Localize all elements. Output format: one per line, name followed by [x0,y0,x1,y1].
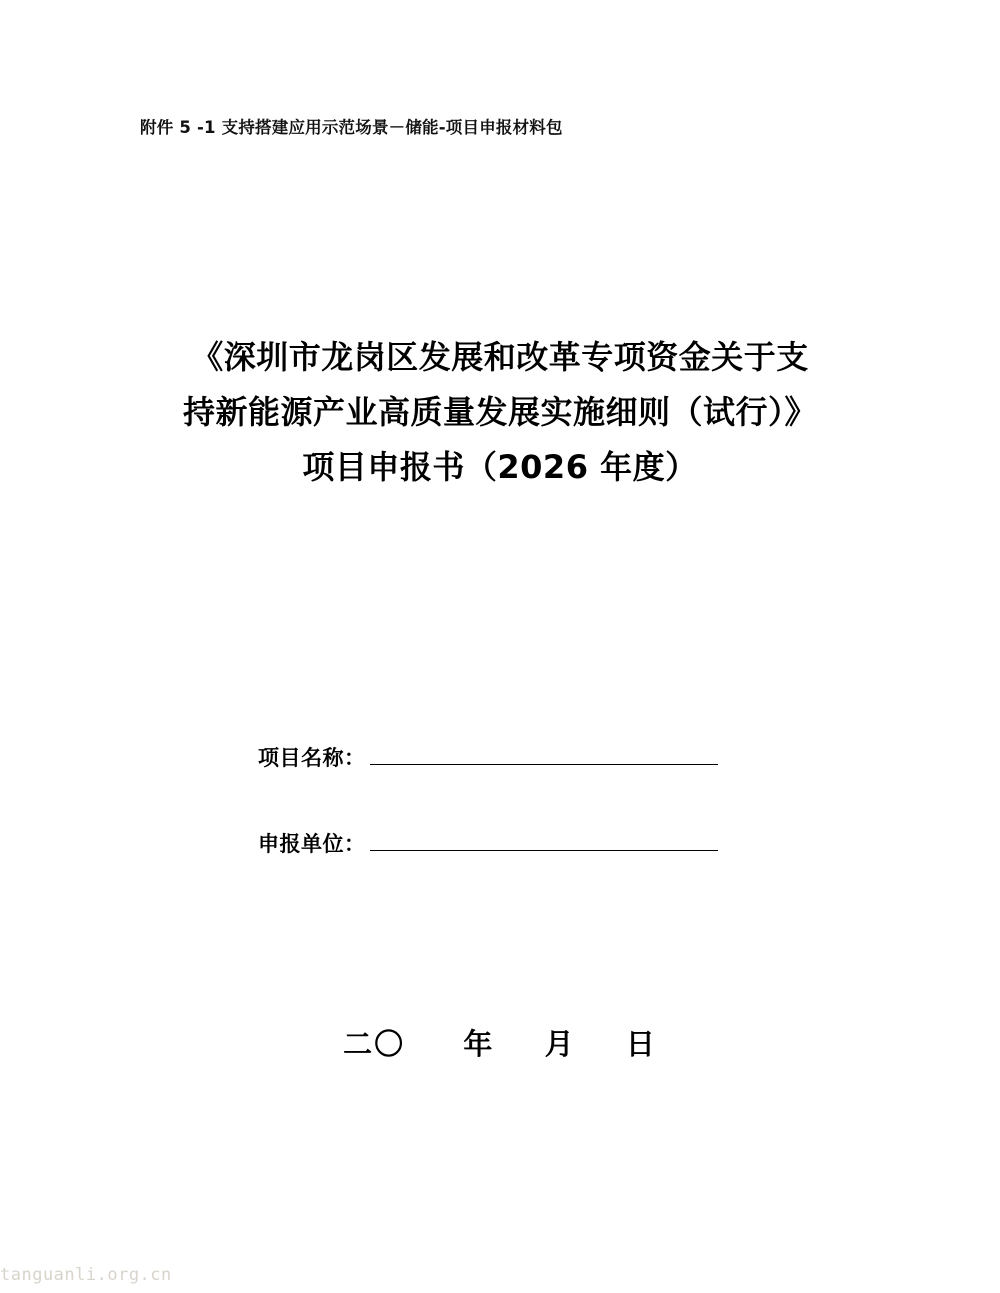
applicant-unit-row [0,828,1000,858]
title-line-2: 持新能源产业高质量发展实施细则（试行）》 [182,393,817,431]
document-title [0,330,1000,495]
date-year-unit: 年 [463,1027,495,1061]
watermark-text: tanguanli.org.cn [0,1265,172,1285]
project-name-input[interactable] [370,742,718,765]
project-name-label: 项目名称： [258,746,366,770]
applicant-unit-label: 申报单位： [258,832,366,856]
date-month-unit: 月 [544,1027,576,1061]
attachment-header-note: 附件 5 -1 支持搭建应用示范场景－储能-项目申报材料包 [140,118,563,137]
project-name-row [0,742,1000,772]
applicant-unit-input[interactable] [370,828,718,851]
date-year-prefix: 二〇 [343,1027,406,1061]
title-line-1: 《深圳市龙岗区发展和改革专项资金关于支 [191,338,809,376]
fill-in-fields [0,742,1000,914]
title-line-3: 项目申报书（2026 年度） [302,448,698,486]
date-line [0,1022,1000,1063]
date-day-unit: 日 [625,1027,657,1061]
